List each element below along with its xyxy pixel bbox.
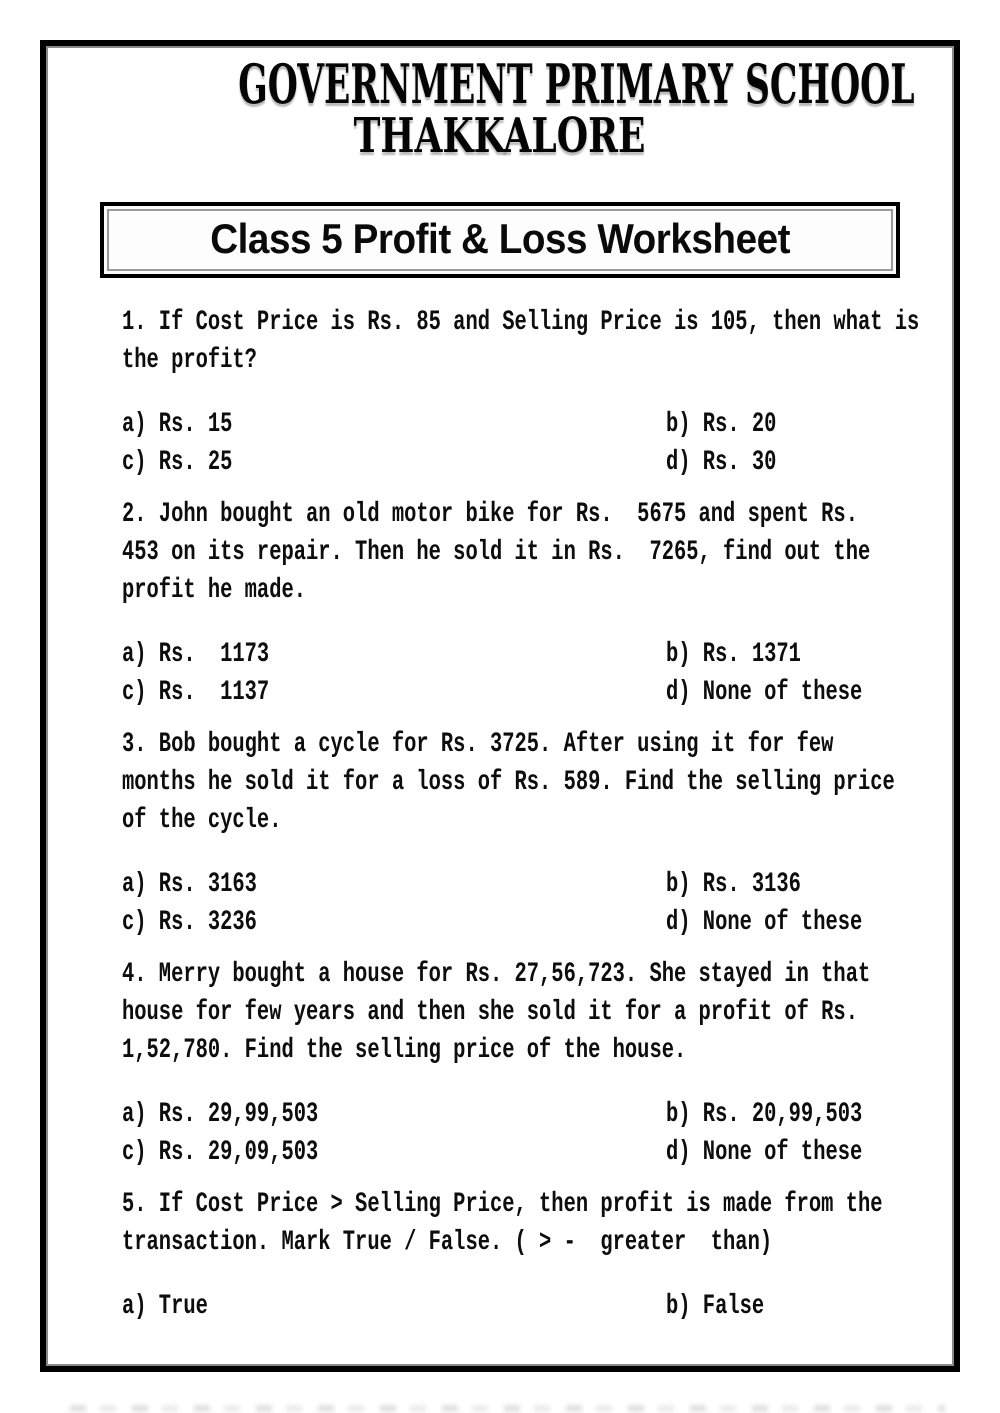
question-3-option-a[interactable]: a) Rs. 3163: [122, 869, 257, 900]
question-2-option-a[interactable]: a) Rs. 1173: [122, 639, 270, 670]
question-5-text: [122, 1186, 952, 1262]
question-2-text: [122, 496, 952, 610]
question-1-options: [122, 406, 952, 482]
question-3-text: [122, 726, 952, 840]
school-name-line2-text: THAKKALORE: [354, 108, 646, 164]
question-2-options: [122, 636, 952, 712]
question-4-text-line-3: 1,52,780. Find the selling price of the house.: [122, 1035, 687, 1066]
question-3-text-line-3: of the cycle.: [122, 805, 282, 836]
question-2-option-b[interactable]: b) Rs. 1371: [666, 639, 801, 670]
question-2: [122, 496, 952, 712]
question-5-text-line-1: 5. If Cost Price > Selling Price, then profit is made from the: [122, 1189, 883, 1220]
question-3-options: [122, 866, 952, 942]
school-name-line1-text: GOVERNMENT PRIMARY SCHOOL: [238, 52, 915, 116]
question-2-text-line-2: 453 on its repair. Then he sold it in Rs. 7265, find out the: [122, 537, 871, 568]
question-5-options: [122, 1288, 952, 1326]
worksheet-title-box-inner: [107, 209, 893, 271]
question-1: [122, 304, 952, 482]
worksheet-title: Class 5 Profit & Loss Worksheet: [210, 215, 790, 262]
question-5: [122, 1186, 952, 1326]
question-4: [122, 956, 952, 1172]
question-4-option-c[interactable]: c) Rs. 29,09,503: [122, 1137, 319, 1168]
question-4-text: [122, 956, 952, 1070]
question-3-option-c[interactable]: c) Rs. 3236: [122, 907, 257, 938]
school-name-line2: [48, 108, 952, 164]
question-2-option-d[interactable]: d) None of these: [666, 677, 863, 708]
question-3-option-d[interactable]: d) None of these: [666, 907, 863, 938]
question-2-text-line-3: profit he made.: [122, 575, 306, 606]
question-5-option-b[interactable]: b) False: [666, 1291, 765, 1322]
school-name-line1: [48, 52, 952, 116]
question-2-option-c[interactable]: c) Rs. 1137: [122, 677, 270, 708]
worksheet-title-box: [100, 202, 900, 278]
question-1-text-line-2: the profit?: [122, 345, 257, 376]
worksheet-page: [46, 46, 954, 1366]
worksheet-page-frame: [40, 40, 960, 1372]
question-3-text-line-2: months he sold it for a loss of Rs. 589. Find the selling price: [122, 767, 895, 798]
question-3: [122, 726, 952, 942]
question-2-text-line-1: 2. John bought an old motor bike for Rs. 5675 and spent Rs.: [122, 499, 858, 530]
question-4-text-line-2: house for few years and then she sold it for a profit of Rs.: [122, 997, 858, 1028]
question-5-text-line-2: transaction. Mark True / False. ( > - greater than): [122, 1227, 773, 1258]
question-3-text-line-1: 3. Bob bought a cycle for Rs. 3725. After using it for few: [122, 729, 834, 760]
questions-area: [48, 278, 952, 1326]
question-4-text-line-1: 4. Merry bought a house for Rs. 27,56,723. She stayed in that: [122, 959, 871, 990]
question-1-text-line-1: 1. If Cost Price is Rs. 85 and Selling Price is 105, then what is: [122, 307, 920, 338]
question-1-option-c[interactable]: c) Rs. 25: [122, 447, 233, 478]
question-4-options: [122, 1096, 952, 1172]
question-4-option-b[interactable]: b) Rs. 20,99,503: [666, 1099, 863, 1130]
question-1-option-b[interactable]: b) Rs. 20: [666, 409, 777, 440]
question-1-option-d[interactable]: d) Rs. 30: [666, 447, 777, 478]
question-4-option-d[interactable]: d) None of these: [666, 1137, 863, 1168]
question-3-option-b[interactable]: b) Rs. 3136: [666, 869, 801, 900]
cutoff-next-page-text-artifact: [70, 1405, 945, 1412]
question-4-option-a[interactable]: a) Rs. 29,99,503: [122, 1099, 319, 1130]
question-1-option-a[interactable]: a) Rs. 15: [122, 409, 233, 440]
question-5-option-a[interactable]: a) True: [122, 1291, 208, 1322]
question-1-text: [122, 304, 952, 380]
